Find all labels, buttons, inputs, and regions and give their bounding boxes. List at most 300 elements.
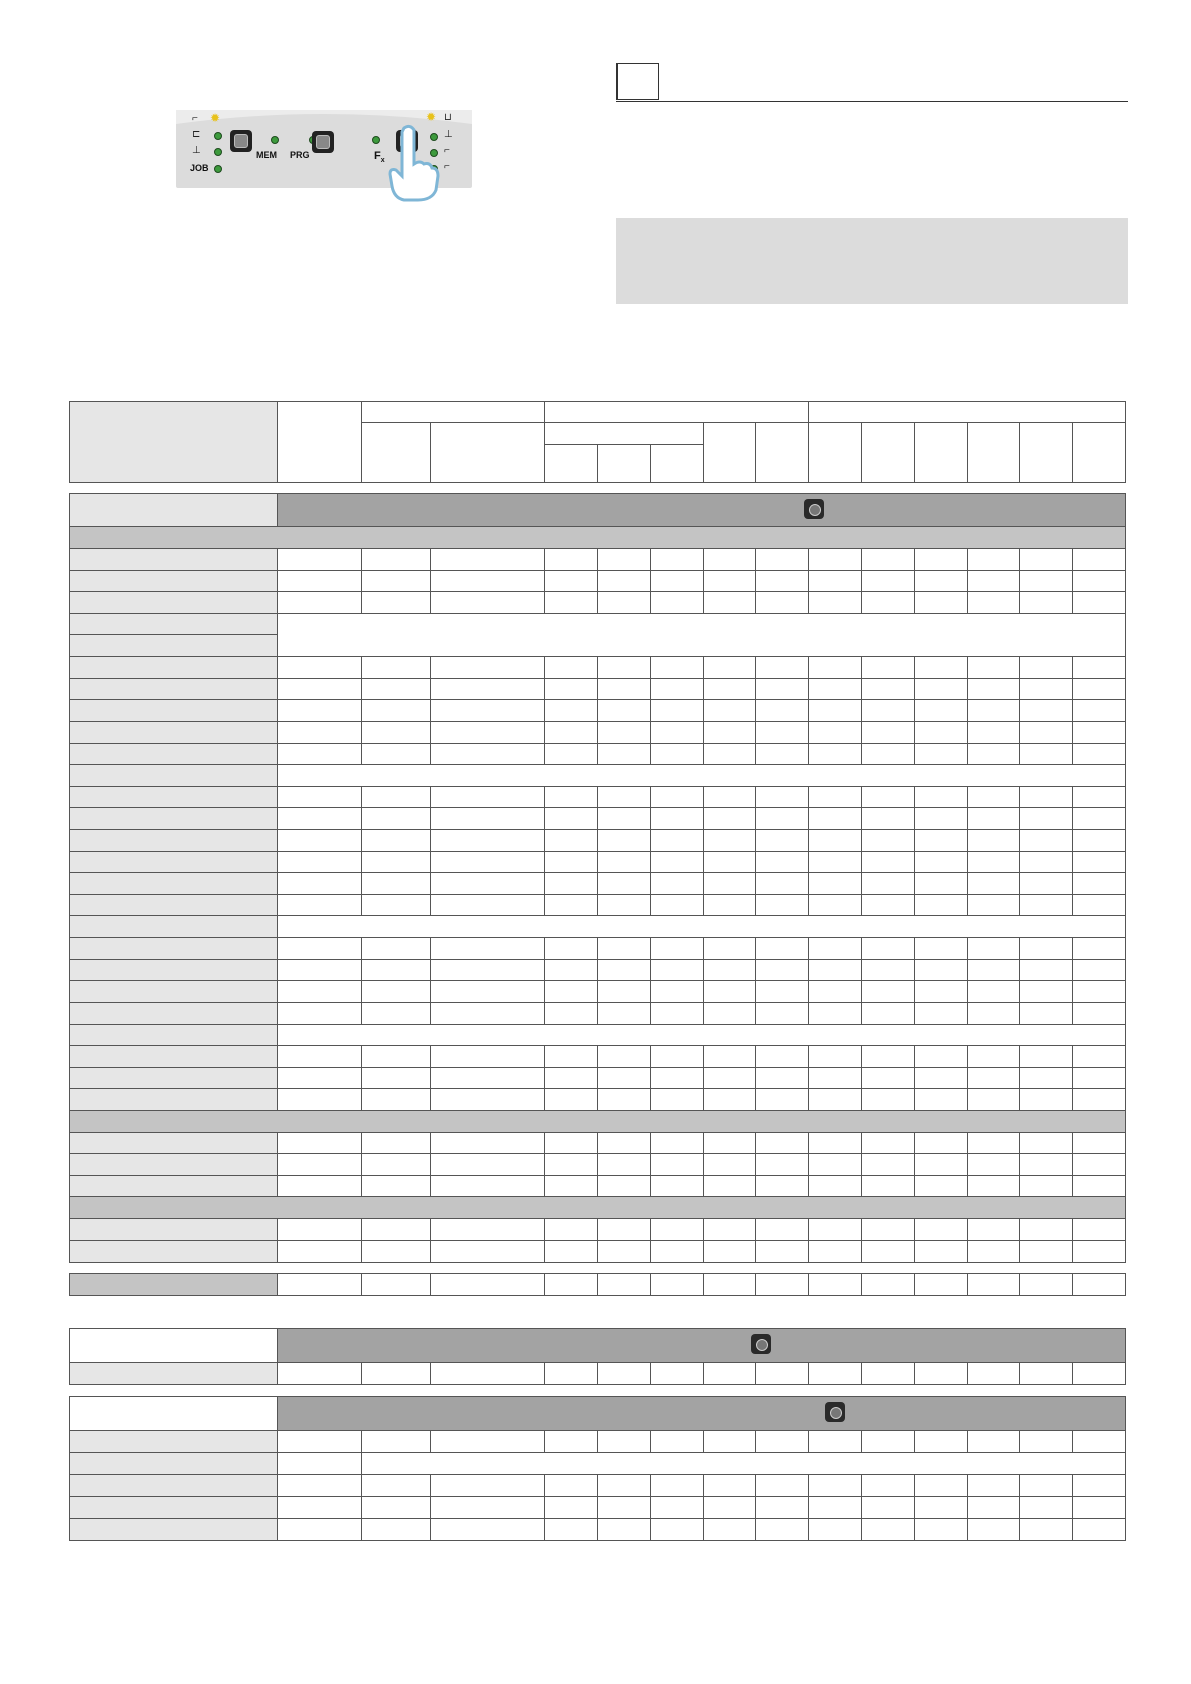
table-cell: [914, 1067, 968, 1089]
row-label: [69, 829, 278, 852]
row-label: [69, 851, 278, 873]
table-cell: [544, 807, 598, 830]
row-label: [69, 1452, 278, 1475]
table-cell: [544, 1067, 598, 1089]
mem-button[interactable]: [230, 130, 252, 152]
table-cell: [967, 1045, 1020, 1068]
table-cell: [650, 548, 704, 571]
table-cell: [650, 1067, 704, 1089]
table-cell: [755, 1175, 809, 1197]
table-cell: [1072, 872, 1126, 895]
table-cell: [808, 743, 862, 765]
table-cell: [861, 548, 915, 571]
table-cell: [967, 980, 1020, 1003]
table-cell: [808, 721, 862, 744]
table-cell: [861, 1474, 915, 1497]
table-cell: [967, 1067, 1020, 1089]
row-label: [69, 807, 278, 830]
table-cell: [861, 807, 915, 830]
led-job: [214, 165, 222, 173]
table-cell: [597, 1002, 651, 1025]
table-cell: [544, 980, 598, 1003]
table-cell: [544, 872, 598, 895]
table-cell: [1072, 1088, 1126, 1111]
table-cell: [967, 894, 1020, 916]
header-cell: [430, 422, 545, 483]
table-cell: [361, 1045, 431, 1068]
table-cell: [650, 829, 704, 852]
table-cell: [277, 1273, 362, 1296]
table-cell: [544, 786, 598, 808]
table-cell: [430, 1273, 545, 1296]
table-cell: [1072, 807, 1126, 830]
table-cell: [361, 872, 431, 895]
table-cell: [277, 1088, 362, 1111]
table-cell: [1019, 1153, 1073, 1176]
table-cell: [914, 894, 968, 916]
table-cell: [755, 721, 809, 744]
table-cell: [597, 807, 651, 830]
table-cell: [361, 1430, 431, 1453]
table-cell: [277, 1474, 362, 1497]
torch-icon: ⌐: [192, 113, 198, 124]
table-cell: [808, 829, 862, 852]
fx-button-icon: [751, 1334, 771, 1354]
table-cell: [277, 1132, 362, 1154]
table-cell: [277, 1153, 362, 1176]
table-cell: [755, 678, 809, 700]
table-cell: [703, 1273, 756, 1296]
fx-button-icon: [825, 1402, 845, 1422]
table-cell: [277, 1496, 362, 1519]
table-cell: [1019, 591, 1073, 614]
table-cell: [808, 786, 862, 808]
table-cell: [861, 937, 915, 960]
table-cell: [1019, 1045, 1073, 1068]
table-cell: [277, 1218, 362, 1241]
table-cell: [755, 1362, 809, 1385]
section-header: [69, 1196, 1126, 1219]
table-cell: [597, 591, 651, 614]
table-cell: [967, 570, 1020, 592]
sun-icon: ✹: [426, 110, 437, 124]
table-cell: [967, 1518, 1020, 1541]
table-cell: [597, 829, 651, 852]
table-cell: [808, 570, 862, 592]
table-cell: [861, 894, 915, 916]
table-cell: [430, 1153, 545, 1176]
table-cell: [430, 1175, 545, 1197]
table-cell: [1019, 894, 1073, 916]
table-cell: [430, 959, 545, 981]
table-cell: [544, 1153, 598, 1176]
table-cell: [650, 980, 704, 1003]
table-cell: [1072, 699, 1126, 722]
table-cell: [650, 699, 704, 722]
table-cell: [755, 1496, 809, 1519]
table-cell: [544, 1132, 598, 1154]
table-cell: [703, 656, 756, 679]
table-cell: [861, 1175, 915, 1197]
table-cell: [914, 1218, 968, 1241]
table-cell: [755, 1045, 809, 1068]
header-cell: [703, 422, 756, 483]
table-cell: [597, 656, 651, 679]
hand-pointer-icon: [386, 124, 442, 204]
table-cell: [914, 591, 968, 614]
table-cell: [703, 1045, 756, 1068]
table-cell: [808, 1002, 862, 1025]
table-cell: [597, 1240, 651, 1263]
table-cell: [967, 548, 1020, 571]
header-cell: [650, 444, 704, 483]
table-cell: [967, 937, 1020, 960]
table-cell: [1072, 980, 1126, 1003]
table-cell: [1072, 959, 1126, 981]
table-cell: [1019, 851, 1073, 873]
fx-button-icon: [804, 499, 824, 519]
torch-icon: ⌐: [444, 161, 450, 172]
table-cell: [967, 1474, 1020, 1497]
table-cell: [914, 1430, 968, 1453]
header-label: [69, 401, 278, 483]
table-cell: [808, 1474, 862, 1497]
block-header: [277, 1328, 1126, 1363]
table-cell: [277, 656, 362, 679]
table-cell: [277, 1430, 362, 1453]
header-cell: [277, 401, 362, 483]
table-cell: [967, 1496, 1020, 1519]
table-cell: [914, 1175, 968, 1197]
table-cell: [597, 872, 651, 895]
table-cell: [361, 1240, 431, 1263]
table-cell: [914, 678, 968, 700]
table-cell: [544, 959, 598, 981]
table-cell: [361, 1218, 431, 1241]
table-cell: [430, 721, 545, 744]
table-cell: [544, 937, 598, 960]
table-cell: [430, 548, 545, 571]
table-cell: [1019, 699, 1073, 722]
table-cell: [755, 591, 809, 614]
table-cell: [755, 851, 809, 873]
table-cell: [861, 786, 915, 808]
sun-icon: ✹: [210, 111, 221, 125]
table-cell: [755, 699, 809, 722]
table-cell: [914, 829, 968, 852]
table-cell: [430, 591, 545, 614]
table-cell: [544, 1518, 598, 1541]
table-cell: [808, 548, 862, 571]
table-cell: [1072, 1496, 1126, 1519]
table-cell: [703, 829, 756, 852]
table-cell: [967, 1002, 1020, 1025]
table-cell: [967, 1362, 1020, 1385]
table-cell: [755, 548, 809, 571]
row-label: [69, 1362, 278, 1385]
table-cell: [1072, 1518, 1126, 1541]
row-label: [69, 1474, 278, 1497]
row-label: [69, 613, 278, 635]
table-cell: [914, 959, 968, 981]
table-cell: [544, 1362, 598, 1385]
table-cell: [650, 1088, 704, 1111]
table-cell: [914, 656, 968, 679]
fx-label: $F_x$: [374, 150, 385, 165]
table-cell: [277, 980, 362, 1003]
table-cell: [703, 548, 756, 571]
table-cell: [277, 872, 362, 895]
table-cell: [703, 570, 756, 592]
merged-cell: [277, 1024, 1126, 1046]
header-cell: [1072, 422, 1126, 483]
table-cell: [277, 1362, 362, 1385]
table-cell: [277, 743, 362, 765]
table-cell: [597, 1045, 651, 1068]
header-cell: [914, 422, 968, 483]
table-cell: [361, 1474, 431, 1497]
table-cell: [544, 570, 598, 592]
table-cell: [703, 1518, 756, 1541]
table-cell: [1072, 721, 1126, 744]
table-cell: [277, 570, 362, 592]
header-group: [361, 401, 545, 423]
table-cell: [597, 1273, 651, 1296]
table-cell: [597, 1496, 651, 1519]
table-cell: [755, 570, 809, 592]
pulse-icon: ⊔: [444, 112, 452, 123]
table-cell: [861, 1496, 915, 1519]
table-cell: [1019, 786, 1073, 808]
table-cell: [544, 1175, 598, 1197]
table-cell: [597, 1153, 651, 1176]
table-cell: [430, 678, 545, 700]
table-cell: [755, 1088, 809, 1111]
table-cell: [1019, 721, 1073, 744]
row-label: [69, 872, 278, 895]
table-cell: [1072, 851, 1126, 873]
table-cell: [755, 1153, 809, 1176]
table-cell: [544, 1474, 598, 1497]
table-cell: [755, 1240, 809, 1263]
spool-icon: ⊏: [192, 129, 201, 140]
table-cell: [914, 807, 968, 830]
table-cell: [967, 1273, 1020, 1296]
table-cell: [914, 872, 968, 895]
table-cell: [650, 1132, 704, 1154]
table-cell: [597, 937, 651, 960]
table-cell: [650, 570, 704, 592]
table-cell: [361, 699, 431, 722]
header-cell: [808, 422, 862, 483]
table-cell: [361, 894, 431, 916]
table-cell: [914, 1088, 968, 1111]
table-cell: [544, 1430, 598, 1453]
table-cell: [430, 1362, 545, 1385]
table-cell: [914, 1045, 968, 1068]
table-cell: [650, 937, 704, 960]
table-cell: [703, 699, 756, 722]
table-cell: [703, 1002, 756, 1025]
table-cell: [703, 678, 756, 700]
table-cell: [430, 937, 545, 960]
table-cell: [277, 1175, 362, 1197]
header-cell: [1019, 422, 1073, 483]
table-cell: [361, 1002, 431, 1025]
table-cell: [1019, 548, 1073, 571]
table-cell: [361, 721, 431, 744]
table-cell: [1072, 1362, 1126, 1385]
table-cell: [1072, 1474, 1126, 1497]
table-cell: [861, 743, 915, 765]
table-cell: [544, 656, 598, 679]
table-cell: [1019, 959, 1073, 981]
row-label: [69, 678, 278, 700]
table-cell: [808, 591, 862, 614]
slope-icon: ⌐: [444, 145, 450, 156]
row-label: [69, 548, 278, 571]
table-cell: [277, 1002, 362, 1025]
table-cell: [650, 678, 704, 700]
row-label: [69, 656, 278, 679]
row-label: [69, 1218, 278, 1241]
table-cell: [967, 872, 1020, 895]
table-cell: [430, 743, 545, 765]
table-cell: [277, 591, 362, 614]
table-cell: [597, 1474, 651, 1497]
row-label: [69, 764, 278, 787]
table-cell: [861, 1002, 915, 1025]
table-cell: [808, 807, 862, 830]
table-cell: [430, 1240, 545, 1263]
table-cell: [277, 678, 362, 700]
table-cell: [861, 570, 915, 592]
table-cell: [277, 829, 362, 852]
table-cell: [430, 786, 545, 808]
table-cell: [808, 656, 862, 679]
row-label: [69, 591, 278, 614]
table-cell: [967, 678, 1020, 700]
section-header: [69, 526, 1126, 549]
table-cell: [430, 851, 545, 873]
table-cell: [650, 1175, 704, 1197]
table-cell: [597, 1175, 651, 1197]
table-cell: [361, 1273, 431, 1296]
table-cell: [861, 851, 915, 873]
table-cell: [967, 591, 1020, 614]
table-cell: [277, 699, 362, 722]
table-cell: [1019, 937, 1073, 960]
table-cell: [703, 1067, 756, 1089]
table-cell: [1019, 1088, 1073, 1111]
table-cell: [597, 1518, 651, 1541]
header-cell: [544, 444, 598, 483]
table-cell: [597, 980, 651, 1003]
table-cell: [1072, 1240, 1126, 1263]
table-cell: [650, 656, 704, 679]
table-cell: [967, 1153, 1020, 1176]
table-cell: [861, 1518, 915, 1541]
table-cell: [914, 570, 968, 592]
table-cell: [277, 1240, 362, 1263]
table-cell: [361, 829, 431, 852]
table-cell: [861, 1153, 915, 1176]
led-mem: [271, 136, 279, 144]
table-cell: [430, 872, 545, 895]
table-cell: [361, 1496, 431, 1519]
table-cell: [430, 1496, 545, 1519]
table-cell: [755, 1518, 809, 1541]
section-header: [69, 1110, 1126, 1133]
table-cell: [1072, 548, 1126, 571]
table-cell: [361, 851, 431, 873]
row-label: [69, 915, 278, 938]
block-label: [69, 1328, 278, 1363]
table-cell: [430, 1518, 545, 1541]
table-cell: [650, 743, 704, 765]
header-cell: [755, 422, 809, 483]
table-cell: [1072, 1175, 1126, 1197]
table-cell: [361, 959, 431, 981]
table-cell: [703, 937, 756, 960]
note-box: [616, 218, 1128, 304]
table-cell: [808, 699, 862, 722]
table-cell: [1019, 743, 1073, 765]
table-cell: [430, 807, 545, 830]
header-cell: [361, 422, 431, 483]
table-cell: [914, 980, 968, 1003]
table-cell: [1072, 1045, 1126, 1068]
table-cell: [650, 1153, 704, 1176]
table-cell: [914, 1240, 968, 1263]
table-cell: [277, 1518, 362, 1541]
table-cell: [755, 980, 809, 1003]
table-cell: [755, 894, 809, 916]
table-cell: [755, 807, 809, 830]
table-cell: [703, 980, 756, 1003]
table-cell: [967, 1218, 1020, 1241]
row-label: [69, 1132, 278, 1154]
table-cell: [1072, 1153, 1126, 1176]
led-spool: [214, 132, 222, 140]
table-cell: [967, 786, 1020, 808]
table-cell: [544, 1002, 598, 1025]
table-cell: [597, 1088, 651, 1111]
table-cell: [1019, 807, 1073, 830]
led-ramp: [214, 148, 222, 156]
table-cell: [914, 786, 968, 808]
row-label: [69, 959, 278, 981]
table-cell: [703, 872, 756, 895]
table-cell: [430, 1067, 545, 1089]
table-cell: [861, 829, 915, 852]
table-cell: [430, 1002, 545, 1025]
table-cell: [967, 743, 1020, 765]
prg-button[interactable]: [312, 131, 334, 153]
table-cell: [430, 1474, 545, 1497]
table-cell: [1019, 1474, 1073, 1497]
table-cell: [1019, 1430, 1073, 1453]
table-cell: [361, 591, 431, 614]
table-cell: [544, 1045, 598, 1068]
table-cell: [597, 699, 651, 722]
table-cell: [861, 1067, 915, 1089]
table-cell: [914, 548, 968, 571]
table-cell: [650, 721, 704, 744]
table-cell: [650, 1240, 704, 1263]
table-cell: [755, 1067, 809, 1089]
table-cell: [430, 894, 545, 916]
